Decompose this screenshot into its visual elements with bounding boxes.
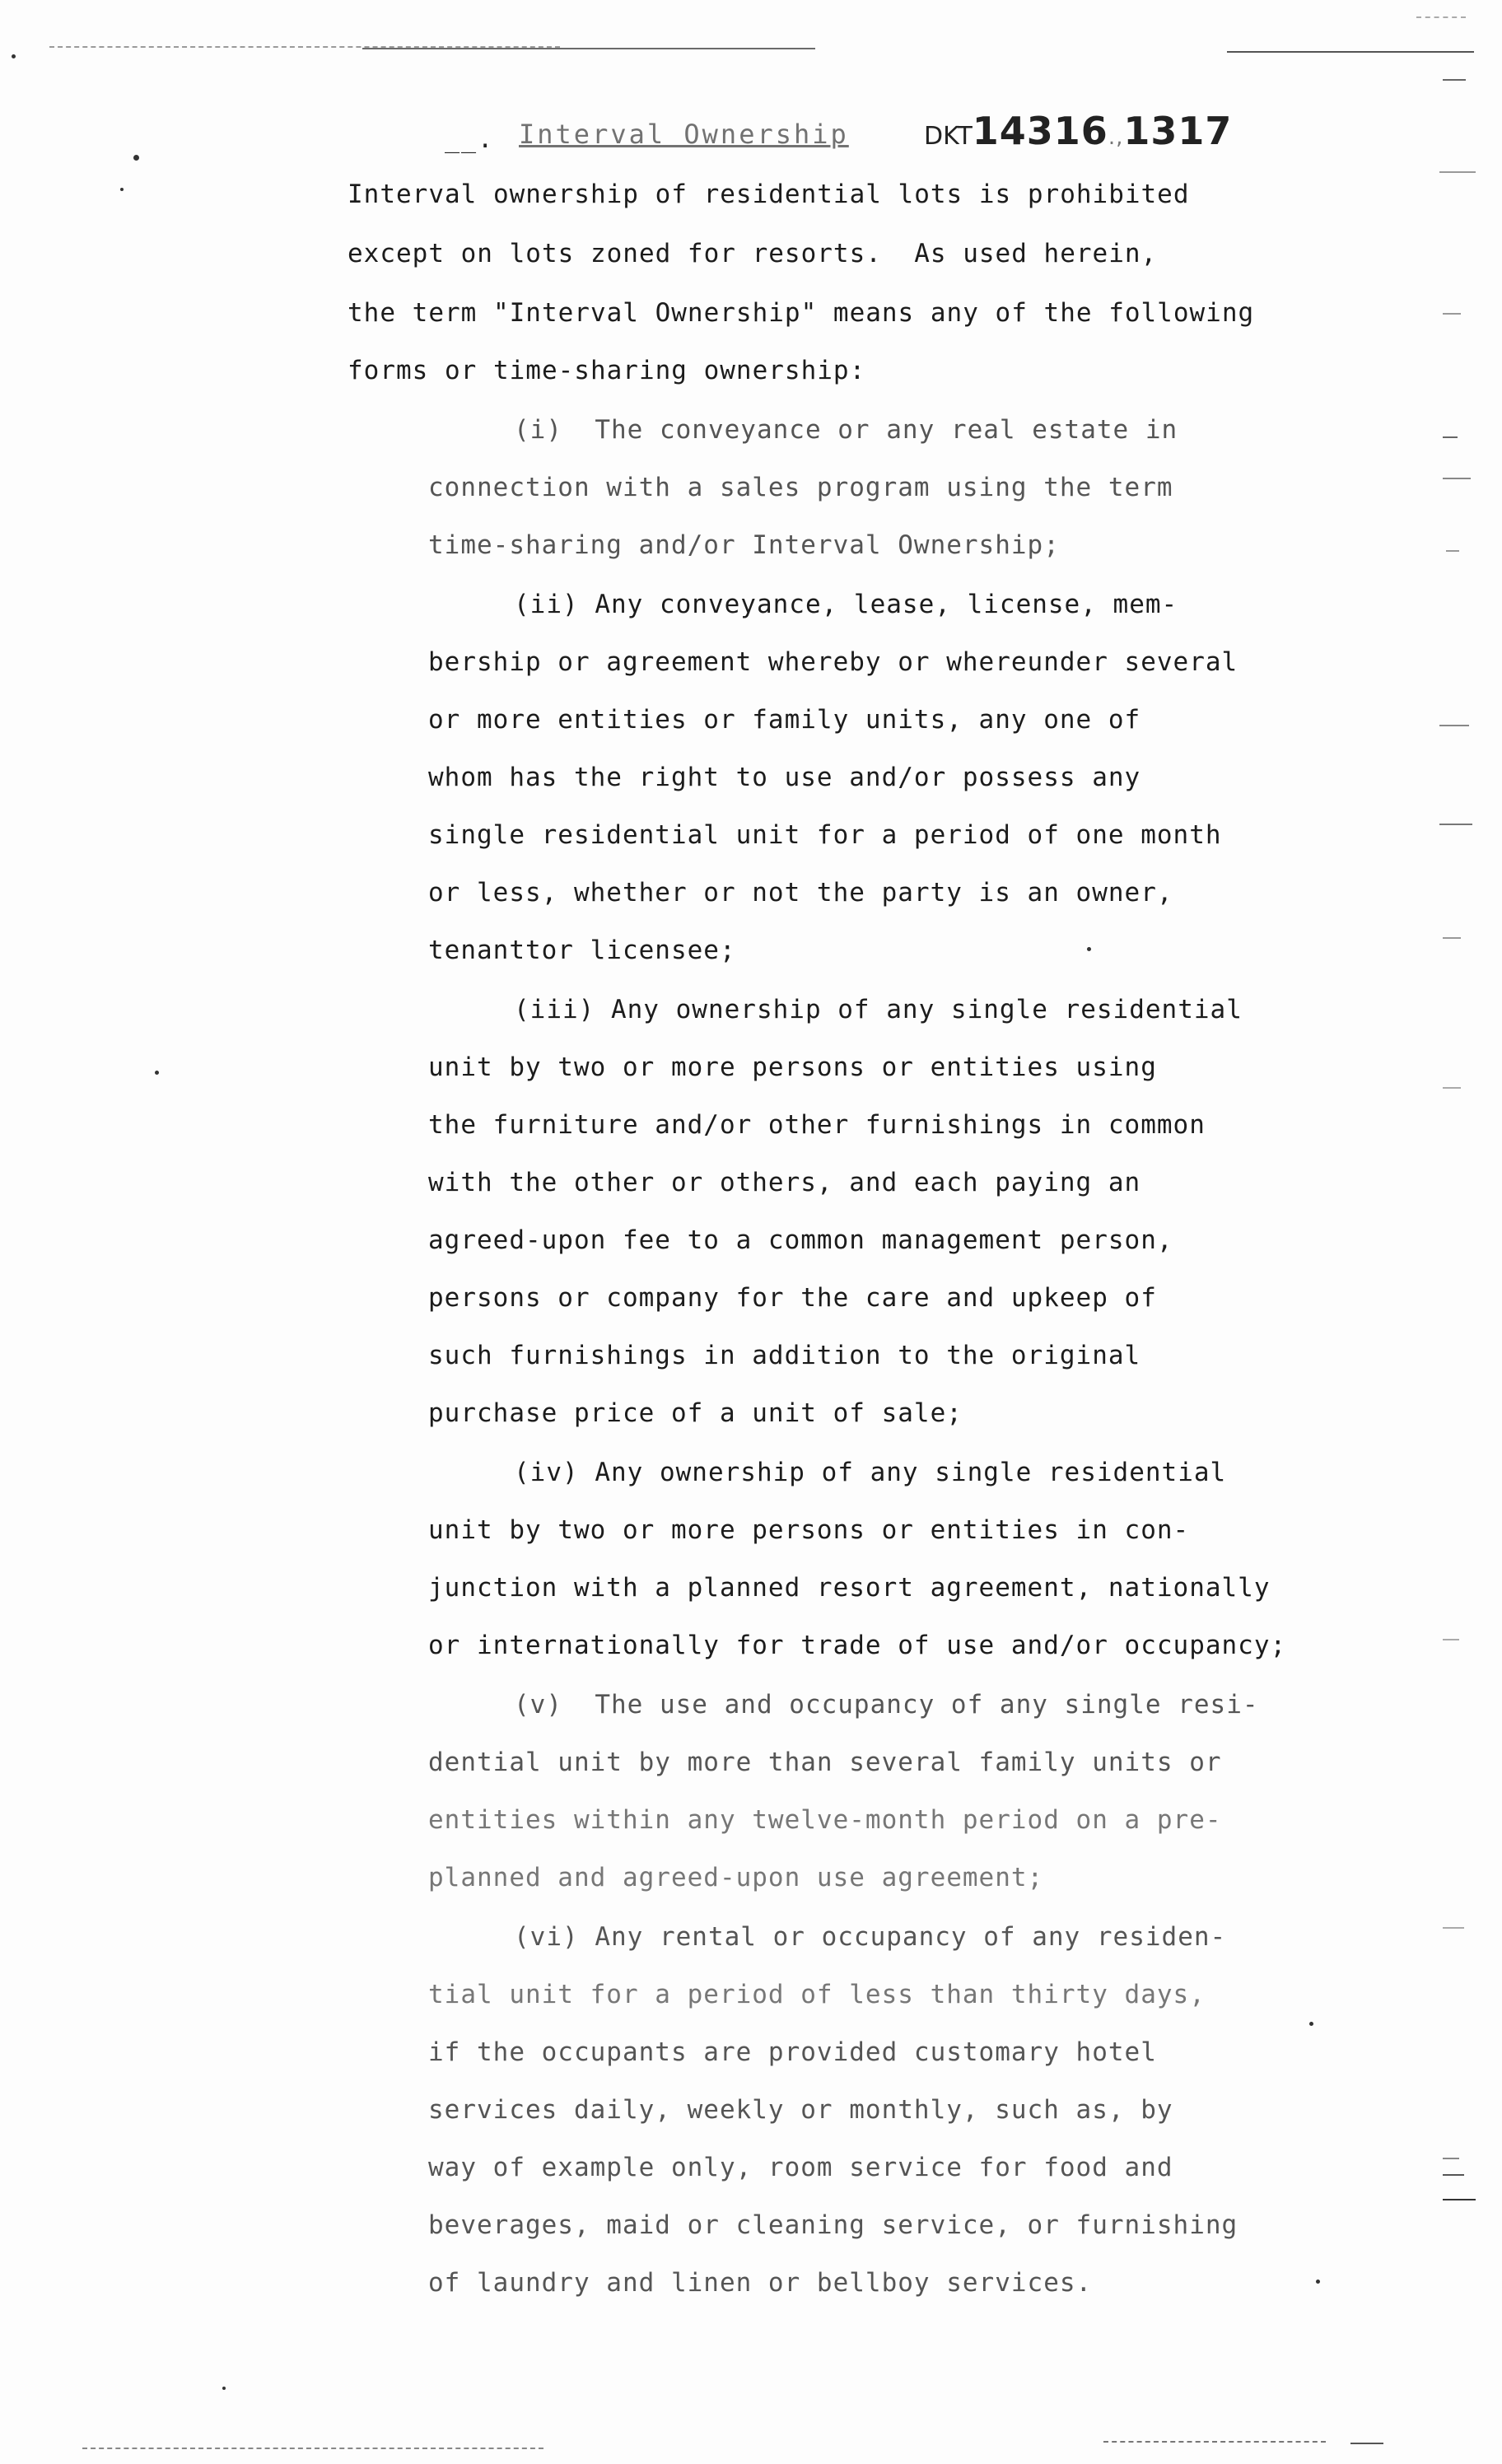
list-item-line: or less, whether or not the party is an owner, [428,878,1173,908]
intro-line: forms or time-sharing ownership: [348,356,866,385]
margin-mark [1416,16,1466,18]
list-item-line: (v) The use and occupancy of any single resi- [514,1690,1259,1720]
list-item-line: (vi) Any rental or occupancy of any residen- [514,1922,1227,1952]
header-prefix: __. [445,125,495,154]
list-item-line: bership or agreement whereby or whereunder several [428,647,1238,677]
docket-number: 14316 [972,109,1108,153]
margin-mark [1443,937,1461,939]
margin-mark [1443,2158,1459,2159]
scan-speck [120,188,124,191]
list-item-line: beverages, maid or cleaning service, or furnishing [428,2210,1238,2240]
list-item-line: dential unit by more than several family units or [428,1748,1222,1777]
margin-mark [1439,171,1476,173]
docket-prefix: DKT [924,122,973,151]
list-item-line: time-sharing and/or Interval Ownership; [428,530,1060,560]
margin-mark [1439,725,1469,726]
scan-artifact-bottom-line [82,2448,543,2449]
scan-artifact-top-rule-right [1227,51,1474,53]
intro-line: the term "Interval Ownership" means any of the following [348,298,1255,328]
list-item-line: tenanttor licensee; [428,936,736,965]
list-item-line: (iv) Any ownership of any single residential [514,1458,1227,1487]
list-item-line: planned and agreed-upon use agreement; [428,1863,1044,1892]
list-item-line: single residential unit for a period of one month [428,820,1222,850]
list-item-line: junction with a planned resort agreement, nationally [428,1573,1271,1603]
scan-speck [1309,2022,1313,2026]
scan-artifact-bottom-rule-right [1350,2443,1383,2444]
scan-speck [222,2387,226,2390]
scan-speck [1087,947,1091,951]
list-item-line: (i) The conveyance or any real estate in [514,415,1178,445]
scan-speck [12,54,16,58]
list-item-line: or more entities or family units, any one of [428,705,1141,735]
section-heading: Interval Ownership [519,119,849,150]
list-item-line: of laundry and linen or bellboy services. [428,2268,1093,2298]
scan-artifact-bottom-line-right [1103,2441,1326,2443]
margin-mark [1443,478,1471,479]
list-item-line: tial unit for a period of less than thirty days, [428,1980,1206,2009]
scan-artifact-top-rule [362,48,815,49]
list-item-line: or internationally for trade of use and/or occupancy; [428,1631,1287,1660]
list-item-line: purchase price of a unit of sale; [428,1398,963,1428]
list-item-line: way of example only, room service for food and [428,2153,1173,2182]
list-item-line: agreed-upon fee to a common management person, [428,1225,1173,1255]
list-item-line: (iii) Any ownership of any single residential [514,995,1243,1024]
list-item-line: whom has the right to use and/or possess any [428,763,1141,792]
list-item-line: unit by two or more persons or entities in con- [428,1515,1190,1545]
scan-speck [1316,2280,1320,2284]
scan-speck [133,155,139,161]
list-item-line: the furniture and/or other furnishings in common [428,1110,1206,1140]
margin-mark [1443,2174,1464,2176]
docket-separator: ., [1108,125,1124,150]
margin-mark [1443,313,1461,315]
list-item-line: (ii) Any conveyance, lease, license, mem- [514,590,1178,619]
list-item-line: if the occupants are provided customary hotel [428,2037,1157,2067]
list-item-line: entities within any twelve-month period on a pre- [428,1805,1222,1835]
margin-mark [1446,550,1459,552]
docket-page-number: 1317 [1123,109,1233,153]
margin-mark [1443,1927,1464,1929]
docket-stamp [924,109,1232,153]
document-header [445,109,1233,158]
list-item-line: connection with a sales program using the term [428,473,1173,502]
list-item-line: such furnishings in addition to the original [428,1341,1141,1370]
margin-mark [1443,1639,1459,1640]
list-item-line: services daily, weekly or monthly, such as, by [428,2095,1173,2125]
margin-mark [1443,1087,1461,1089]
list-item-line: unit by two or more persons or entities using [428,1052,1157,1082]
intro-line: except on lots zoned for resorts. As used herein, [348,239,1158,268]
list-item-line: persons or company for the care and upkeep of [428,1283,1157,1313]
margin-mark [1443,79,1466,81]
list-item-line: with the other or others, and each paying an [428,1168,1141,1197]
margin-mark [1443,436,1458,438]
margin-mark [1443,2199,1476,2200]
margin-mark [1439,824,1472,825]
intro-line: Interval ownership of residential lots is prohibited [348,180,1190,209]
scan-speck [155,1071,159,1075]
